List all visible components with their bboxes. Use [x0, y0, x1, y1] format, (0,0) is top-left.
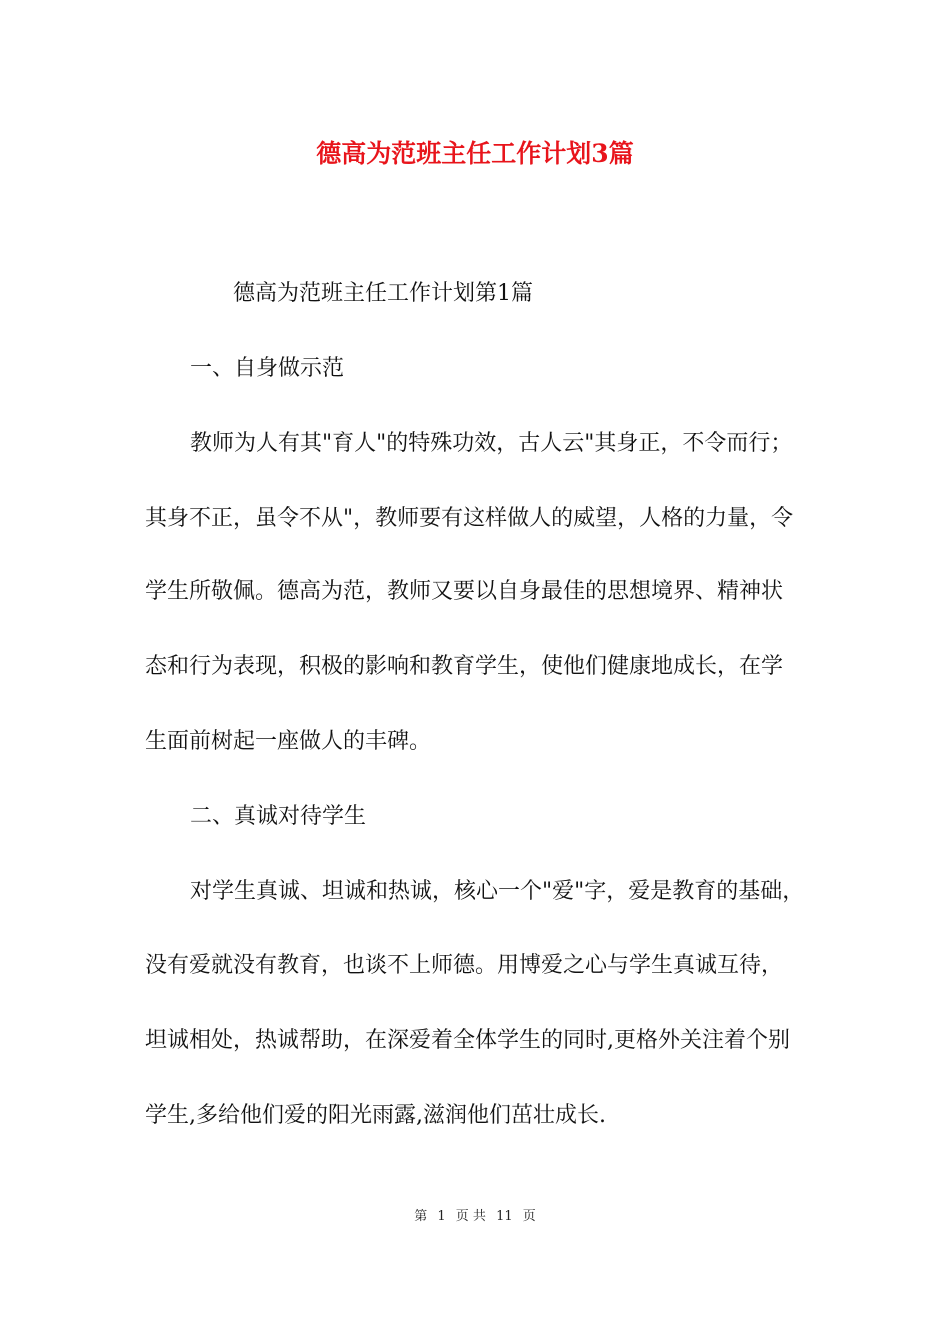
section2-line: 对学生真诚、坦诚和热诚，核心一个"爱"字，爱是教育的基础，: [190, 879, 805, 904]
document-title: 德高为范班主任工作计划3篇: [316, 139, 634, 168]
section1-heading: 一、自身做示范: [190, 356, 345, 381]
footer-total-pages: 11: [496, 1209, 513, 1224]
section1-line: 其身不正，虽令不从"，教师要有这样做人的威望，人格的力量，令: [145, 506, 794, 531]
footer-prefix: 第: [414, 1209, 428, 1224]
footer-current-page: 1: [437, 1209, 446, 1224]
section2-heading: 二、真诚对待学生: [190, 804, 367, 829]
page-footer: [0, 1208, 950, 1226]
subtitle: 德高为范班主任工作计划第1篇: [233, 281, 533, 306]
footer-middle: 页 共: [455, 1209, 486, 1224]
section1-line: 态和行为表现，积极的影响和教育学生，使他们健康地成长，在学: [145, 654, 784, 679]
section1-line: 学生所敬佩。德高为范，教师又要以自身最佳的思想境界、精神状: [145, 579, 784, 604]
section2-line: 坦诚相处，热诚帮助，在深爱着全体学生的同时,更格外关注着个别: [145, 1028, 790, 1053]
section2-line: 学生,多给他们爱的阳光雨露,滋润他们茁壮成长.: [145, 1103, 606, 1128]
section1-line: 生面前树起一座做人的丰碑。: [145, 729, 432, 754]
section2-line: 没有爱就没有教育，也谈不上师德。用博爱之心与学生真诚互待，: [145, 953, 784, 978]
section1-line: 教师为人有其"育人"的特殊功效，古人云"其身正，不令而行；: [190, 431, 793, 456]
footer-suffix: 页: [522, 1209, 536, 1224]
